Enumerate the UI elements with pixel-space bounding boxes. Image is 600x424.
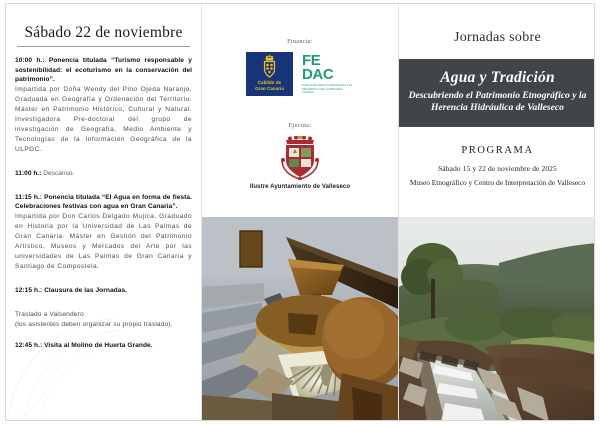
fedac-logo-line1: FE <box>302 52 321 70</box>
entry-body: (los asistentes deben organizar su propio traslado). <box>15 321 173 329</box>
fedac-logo-subtitle: FUNDACIÓN PARA LA ETNOGRAFÍA Y EL DESARROLLO DE LA ARTESANÍA CANARIA <box>302 84 353 94</box>
spacer <box>15 186 192 193</box>
fedac-logo <box>302 53 354 95</box>
cover-title-band <box>399 59 595 127</box>
entry-inline <box>15 169 192 179</box>
cabildo-coat-of-arms-icon <box>261 55 278 79</box>
entry-heading: 11:15 h.: Ponencia titulada “El Agua en forma de fiesta. Celebraciones festivas con agua en Gran Canaria”. <box>15 193 192 211</box>
programa-label: PROGRAMA <box>461 145 534 157</box>
paper-sheet <box>5 3 595 421</box>
programme-entry <box>15 169 192 179</box>
programme-entry <box>15 286 192 296</box>
mill-interior-photo <box>202 217 398 421</box>
right-panel <box>399 4 595 421</box>
cover-title: Agua y Tradición <box>440 69 555 86</box>
fedac-logo-line2: DAC <box>302 66 334 84</box>
entry-body: Traslado a Valsendero <box>15 310 84 318</box>
decorative-swirl-icon <box>5 304 146 421</box>
middle-panel <box>202 4 398 421</box>
programme-venue: Museo Etnográfico y Centro de Interpretación de Valleseco <box>409 178 586 188</box>
entry-heading: 11:00 h.: <box>15 169 42 177</box>
spacer <box>15 162 192 169</box>
funder-logos <box>212 52 388 96</box>
sponsors-block <box>202 4 398 190</box>
spacer <box>15 279 192 286</box>
cover-subtitle: Descubriendo el Patrimonio Etnográfico y la Herencia Hidráulica de Valleseco <box>408 89 587 114</box>
entry-heading: 12:45 h.: Visita al Molino de Huerta Grande. <box>15 342 153 349</box>
cabildo-logo-line1: Cabildo de <box>257 80 282 85</box>
landscape-photo-graphic <box>399 217 595 421</box>
left-panel-title: Sábado 22 de noviembre <box>24 24 183 41</box>
mill-photo-graphic <box>202 217 398 421</box>
ayuntamiento-name: Ilustre Ayuntamiento de Valleseco <box>249 184 351 190</box>
cover-kicker: Jornadas sobre <box>453 30 541 45</box>
title-divider <box>17 46 190 47</box>
financia-label: Financia: <box>287 38 313 45</box>
ayuntamiento-logo <box>212 136 388 180</box>
landscape-photo <box>399 217 595 421</box>
programme-dates: Sábado 15 y 22 de noviembre de 2025 <box>438 164 557 174</box>
entry-body: Impartida por Doña Wendy del Pino Ojeda Naranjo, Graduada en Geografía y Ordenación del Territorio. Máster en Patrimonio Histórico, Cultural y Natural. Investigadora Pre-doctoral del grupo de investigación de Geografía, Medio Ambiente y Tecnologías de la Información Geográfica de la ULPGC. <box>15 86 192 153</box>
entry-body: Descanso. <box>43 169 75 177</box>
cabildo-logo-line2: Gran Canaria <box>255 86 284 92</box>
programme-entry <box>15 56 192 155</box>
ejecuta-label: Ejecuta: <box>288 122 312 129</box>
left-panel <box>6 4 201 421</box>
programme-entry <box>15 193 192 272</box>
cabildo-logo <box>246 52 293 96</box>
valleseco-coat-of-arms-icon <box>280 136 320 180</box>
entry-body: Impartida por Don Carlos Delgado Mujica. Graduado en Historia por la Universidad de Las Palmas de Gran Canaria. Máster en Gestión del Patrimonio Artístico, Museos y Mercados del Arte por las universidades de Las Palmas de Gran Canaria y Santiago de Compostela. <box>15 213 192 270</box>
entry-heading: 10:00 h.: Ponencia titulada “Turismo responsable y sostenibilidad: el ecoturismo en la conservación del patrimonio”. <box>15 57 192 84</box>
entry-heading: 12:15 h.: Clausura de las Jornadas. <box>15 286 128 294</box>
